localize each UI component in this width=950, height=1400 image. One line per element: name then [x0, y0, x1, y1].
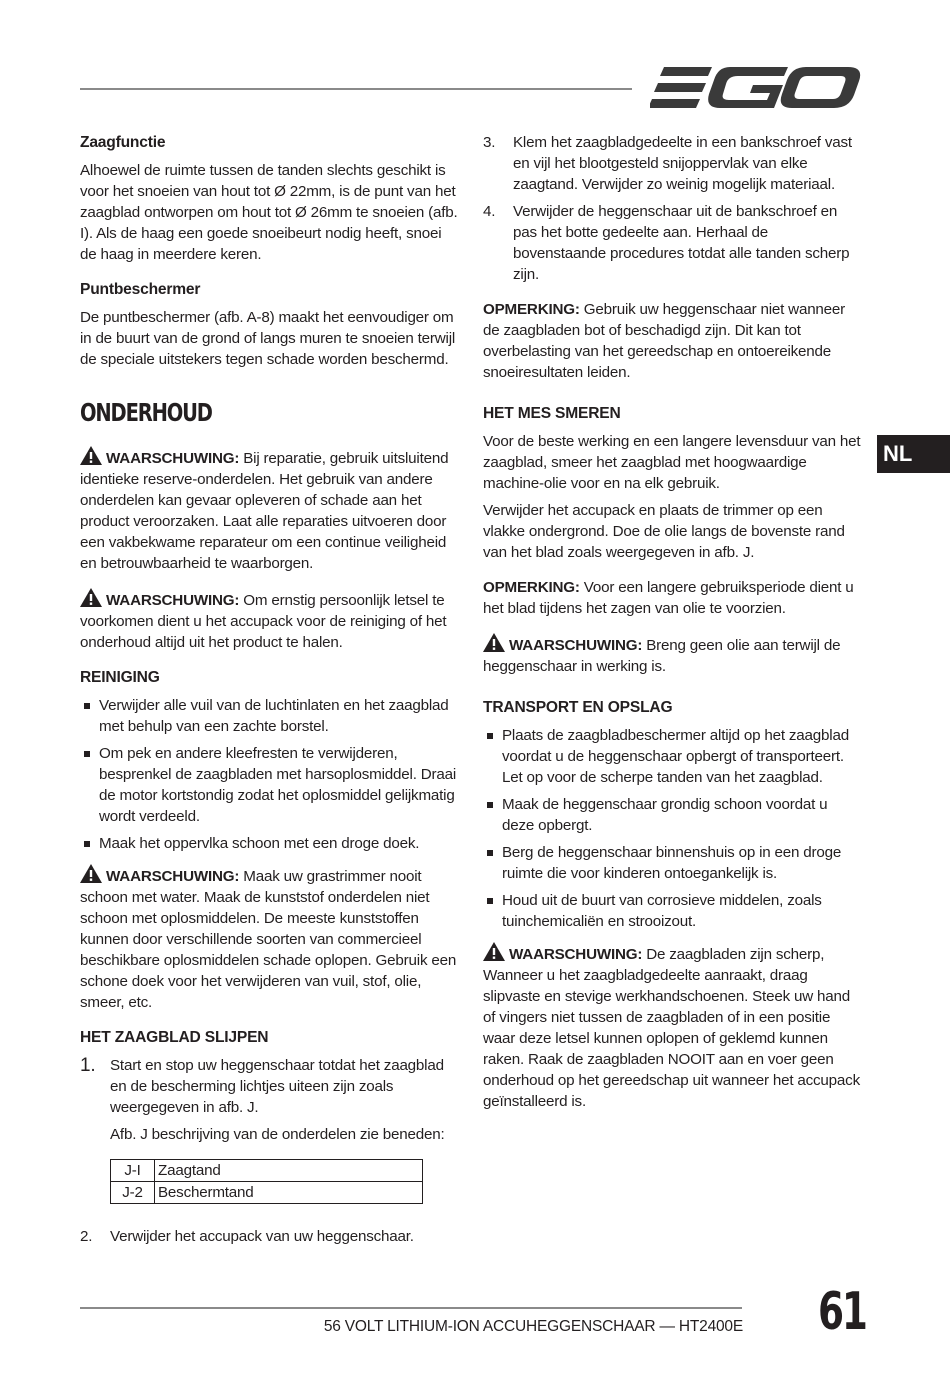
- note-paragraph-1: [483, 299, 863, 383]
- step-4-text: Verwijder de heggenschaar uit de bankschroef en pas het botte gedeelte aan. Herhaal de bovenstaande procedures totdat alle tanden scherp zijn.: [513, 203, 850, 283]
- section-title-onderhoud: ONDERHOUD: [80, 398, 212, 427]
- table-row: [111, 1160, 423, 1182]
- note-label: OPMERKING:: [483, 301, 580, 318]
- list-item: Om pek en andere kleefresten te verwijderen, besprenkel de zaagbladen met harsoplosmiddel. Draai de motor kortstondig zodat het oplosmiddel gelijkmatig wordt verdeeld.: [80, 743, 460, 827]
- zaagfunctie-text: Alhoewel de ruimte tussen de tanden slechts geschikt is voor het snoeien van hout tot Ø 22mm, is de punt van het zaagblad ontworpen om hout tot Ø 26mm te snoeien (afb. I). Als de haag een goede snoeibeurt nodig heeft, snoei de haag in meerdere keren.: [80, 162, 458, 263]
- part-name: Zaagtand: [155, 1160, 423, 1182]
- step-1-text: Start en stop uw heggenschaar totdat het zaagblad en de bescherming lichtjes uiteen zijn zoals weergegeven in afb. J.: [110, 1057, 444, 1116]
- list-item: Maak de heggenschaar grondig schoon voordat u deze opbergt.: [483, 794, 863, 836]
- warning-text-5: De zaagbladen zijn scherp, Wanneer u het zaagbladgedeelte aanraakt, draag slipvaste en stevige werkhandschoenen. Steek uw hand of vingers niet tussen de zaagbladen of in een positie waar deze letsel kunnen oplopen of geklemd kunnen raken. Raak de zaagbladen NOOIT aan en voer geen onderhoud op het gereedschap uit wanneer het accupack geïnstalleerd is.: [483, 946, 860, 1110]
- warning-triangle-icon: [80, 446, 102, 465]
- note-paragraph-2: [483, 577, 863, 619]
- warning-label: WAARSCHUWING:: [106, 450, 240, 467]
- puntbeschermer-text: De puntbeschermer (afb. A-8) maakt het eenvoudiger om in de buurt van de grond of langs muren te snoeien terwijl de speciale uitstekers tegen schade worden beschermd.: [80, 309, 456, 368]
- step-3-text: Klem het zaagbladgedeelte in een bankschroef vast en vijl het blootgesteld snijoppervlak van elke zaagtand. Verwijder zo weinig mogelijk materiaal.: [513, 134, 852, 193]
- transport-list: [483, 725, 863, 932]
- step-1: [80, 1055, 460, 1145]
- warning-text-4: Breng geen olie aan terwijl de heggenschaar in werking is.: [483, 637, 841, 675]
- reiniging-list: [80, 695, 460, 854]
- step-3: [483, 132, 863, 195]
- smeren-text-2: Verwijder het accupack en plaats de trimmer op een vlakke ondergrond. Doe de olie langs de bovenste rand van het blad zoals weergegeven in afb. J.: [483, 502, 845, 561]
- ego-logo: [650, 64, 862, 112]
- part-name: Beschermtand: [155, 1182, 423, 1204]
- right-column: [483, 132, 863, 1112]
- language-tab-nl: NL: [877, 435, 950, 473]
- footer-rule: [80, 1307, 742, 1309]
- left-column: [80, 132, 460, 1253]
- warning-label: WAARSCHUWING:: [106, 592, 240, 609]
- step-number: 2.: [80, 1228, 93, 1245]
- warning-paragraph-3: [80, 864, 460, 1013]
- warning-text-3: Maak uw grastrimmer nooit schoon met water. Maak de kunststof onderdelen niet schoon met oplosmiddelen. De meeste kunststoffen kunnen door verschillende soorten van commercieel beschikbare oplosmiddelen schade oplopen. Gebruik een schone doek voor het verwijderen van vuil, stof, olie, smeer, etc.: [80, 868, 457, 1011]
- list-item: Houd uit de buurt van corrosieve middelen, zoals tuinchemicaliën en strooizout.: [483, 890, 863, 932]
- smeren-text-1: Voor de beste werking en een langere levensduur van het zaagblad, smeer het zaagblad met hoogwaardige machine-olie voor en na elk gebruik.: [483, 433, 861, 492]
- part-code: J-2: [111, 1182, 155, 1204]
- note-label: OPMERKING:: [483, 579, 580, 596]
- transport-heading: TRANSPORT EN OPSLAG: [483, 699, 673, 716]
- step-4: [483, 201, 863, 285]
- step-2: [80, 1226, 460, 1247]
- warning-text-2: Om ernstig persoonlijk letsel te voorkomen dient u het accupack voor de reiniging of het onderhoud altijd uit het product te halen.: [80, 592, 447, 651]
- smeren-heading: HET MES SMEREN: [483, 405, 621, 422]
- slijpen-heading: HET ZAAGBLAD SLIJPEN: [80, 1029, 269, 1046]
- step-1-subtext: Afb. J beschrijving van de onderdelen zie beneden:: [110, 1126, 445, 1143]
- page-number: 61: [818, 1282, 866, 1342]
- step-2-text: Verwijder het accupack van uw heggenschaar.: [110, 1228, 414, 1245]
- warning-paragraph-1: [80, 446, 460, 574]
- step-number: 3.: [483, 134, 496, 151]
- header-rule: [80, 88, 632, 90]
- warning-paragraph-2: [80, 588, 460, 653]
- part-code: J-I: [111, 1160, 155, 1182]
- warning-triangle-icon: [483, 633, 505, 652]
- parts-table: [110, 1159, 423, 1204]
- warning-label: WAARSCHUWING:: [509, 946, 643, 963]
- warning-triangle-icon: [483, 942, 505, 961]
- table-row: [111, 1182, 423, 1204]
- step-number: 4.: [483, 203, 496, 220]
- warning-label: WAARSCHUWING:: [509, 637, 643, 654]
- footer-product-title: 56 VOLT LITHIUM-ION ACCUHEGGENSCHAAR — HT2400E: [323, 1318, 743, 1335]
- warning-label: WAARSCHUWING:: [106, 868, 240, 885]
- warning-text-1: Bij reparatie, gebruik uitsluitend identieke reserve-onderdelen. Het gebruik van andere onderdelen kan gevaar opleveren of schade aan het product veroorzaken. Laat alle reparaties uitvoeren door een vakbekwame reparateur om een continue veiligheid en betrouwbaarheid te waarborgen.: [80, 450, 449, 572]
- note-text-2: Voor een langere gebruiksperiode dient u het blad tijdens het zagen van olie te voorzien.: [483, 579, 854, 617]
- warning-triangle-icon: [80, 864, 102, 883]
- list-item: Maak het oppervlka schoon met een droge doek.: [80, 833, 460, 854]
- list-item: Verwijder alle vuil van de luchtinlaten en het zaagblad met behulp van een zachte borstel.: [80, 695, 460, 737]
- puntbeschermer-heading: Puntbeschermer: [80, 281, 201, 298]
- warning-paragraph-4: [483, 633, 863, 677]
- warning-triangle-icon: [80, 588, 102, 607]
- step-number: 1.: [80, 1055, 96, 1076]
- reiniging-heading: REINIGING: [80, 669, 160, 686]
- warning-paragraph-5: [483, 942, 863, 1112]
- list-item: Plaats de zaagbladbeschermer altijd op het zaagblad voordat u de heggenschaar opbergt of transporteert. Let op voor de scherpe tanden van het zaagblad.: [483, 725, 863, 788]
- note-text-1: Gebruik uw heggenschaar niet wanneer de zaagbladen bot of beschadigd zijn. Dit kan tot overbelasting van het gereedschap en ontoereikende snoeiresultaten leiden.: [483, 301, 846, 381]
- list-item: Berg de heggenschaar binnenshuis op in een droge ruimte die voor kinderen ontoegankelijk is.: [483, 842, 863, 884]
- zaagfunctie-heading: Zaagfunctie: [80, 134, 166, 151]
